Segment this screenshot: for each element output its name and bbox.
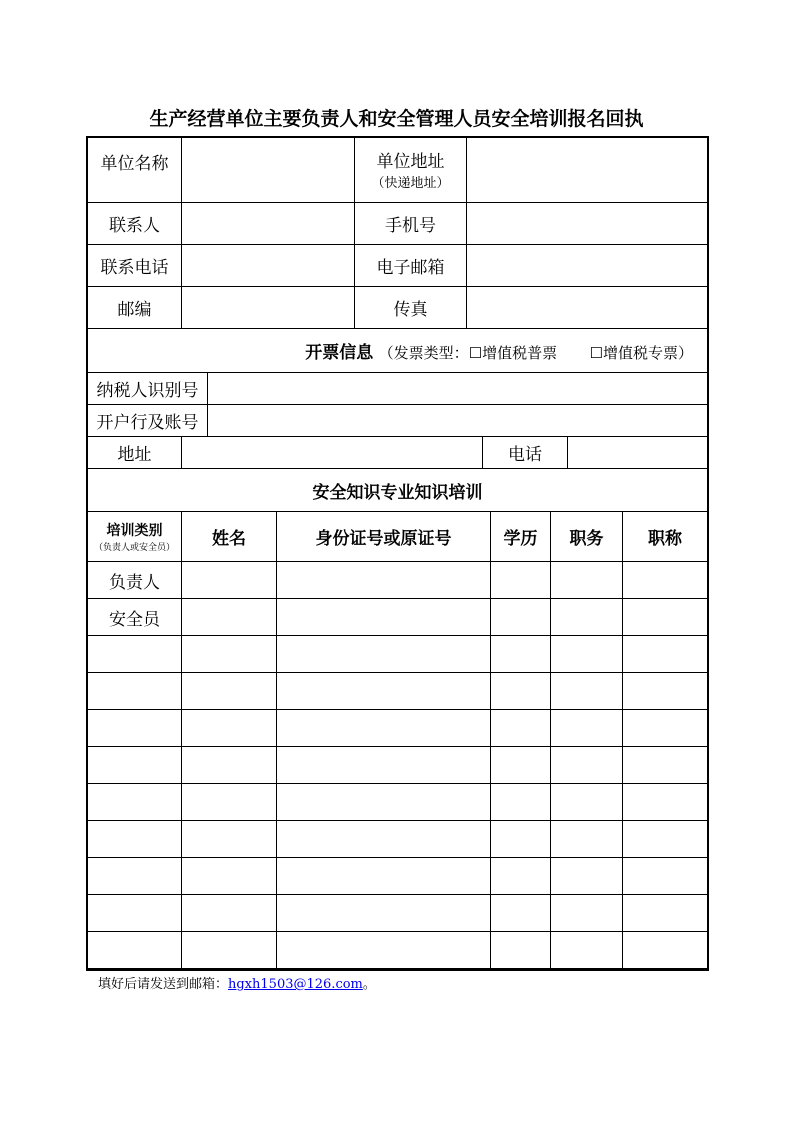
table-cell[interactable] xyxy=(623,710,708,747)
footer-text: 填好后请发送到邮箱： xyxy=(98,977,229,992)
fax-field[interactable] xyxy=(467,287,708,329)
table-cell[interactable] xyxy=(88,784,182,821)
table-cell[interactable] xyxy=(277,747,491,784)
table-cell[interactable] xyxy=(277,858,491,895)
table-cell[interactable] xyxy=(551,784,623,821)
table-cell[interactable] xyxy=(182,784,277,821)
table-cell[interactable] xyxy=(182,599,277,636)
table-cell[interactable] xyxy=(88,821,182,858)
label-fax: 传真 xyxy=(355,287,467,329)
table-cell[interactable] xyxy=(551,710,623,747)
table-row xyxy=(88,747,708,784)
table-cell[interactable] xyxy=(623,784,708,821)
table-row xyxy=(88,932,708,969)
address-note: （快递地址） xyxy=(371,176,450,191)
table-cell[interactable] xyxy=(623,932,708,969)
col-category-note: （负责人或安全员） xyxy=(93,543,175,553)
table-cell[interactable] xyxy=(491,673,551,710)
bank-field[interactable] xyxy=(208,405,708,437)
table-cell[interactable] xyxy=(491,636,551,673)
invoice-option-normal[interactable]: ☐增值税普票 xyxy=(468,344,558,362)
table-cell[interactable] xyxy=(277,562,491,599)
table-cell[interactable] xyxy=(182,747,277,784)
table-cell[interactable] xyxy=(277,599,491,636)
contact-field[interactable] xyxy=(182,203,355,245)
table-cell[interactable] xyxy=(277,932,491,969)
label-unit-address xyxy=(355,137,467,203)
table-row xyxy=(88,636,708,673)
table-cell[interactable] xyxy=(88,747,182,784)
invoice-address-field[interactable] xyxy=(182,437,483,469)
col-position: 职务 xyxy=(551,512,623,562)
table-cell[interactable] xyxy=(88,673,182,710)
table-cell[interactable] xyxy=(182,636,277,673)
table-cell[interactable] xyxy=(623,821,708,858)
table-row xyxy=(88,673,708,710)
table-cell[interactable] xyxy=(491,710,551,747)
table-cell[interactable] xyxy=(277,821,491,858)
footer-email-link[interactable]: hgxh1503@126.com xyxy=(228,977,363,992)
table-cell[interactable] xyxy=(623,747,708,784)
col-id: 身份证号或原证号 xyxy=(277,512,491,562)
table-cell[interactable] xyxy=(182,710,277,747)
col-education: 学历 xyxy=(491,512,551,562)
table-cell[interactable] xyxy=(88,895,182,932)
address-label: 单位地址 xyxy=(376,152,445,172)
table-cell[interactable] xyxy=(88,636,182,673)
table-cell[interactable] xyxy=(623,636,708,673)
table-cell[interactable] xyxy=(182,932,277,969)
mobile-field[interactable] xyxy=(467,203,708,245)
table-cell[interactable] xyxy=(551,858,623,895)
label-contact: 联系人 xyxy=(88,203,182,245)
table-cell[interactable] xyxy=(277,636,491,673)
training-heading: 安全知识专业知识培训 xyxy=(88,469,708,512)
label-mobile: 手机号 xyxy=(355,203,467,245)
table-cell[interactable] xyxy=(551,747,623,784)
label-invoice-address: 地址 xyxy=(88,437,182,469)
row-category: 安全员 xyxy=(88,599,182,636)
table-cell[interactable] xyxy=(182,895,277,932)
footer-note xyxy=(98,973,376,992)
label-phone: 联系电话 xyxy=(88,245,182,287)
label-tax-id: 纳税人识别号 xyxy=(88,373,208,405)
label-email: 电子邮箱 xyxy=(355,245,467,287)
invoice-type-label: （发票类型： xyxy=(378,344,469,362)
table-cell[interactable] xyxy=(551,562,623,599)
table-cell[interactable] xyxy=(623,562,708,599)
table-cell[interactable] xyxy=(88,932,182,969)
table-cell[interactable] xyxy=(551,636,623,673)
table-row xyxy=(88,599,708,636)
table-row xyxy=(88,562,708,599)
table-cell[interactable] xyxy=(551,932,623,969)
unit-info-table xyxy=(87,136,708,329)
invoice-heading: 开票信息 xyxy=(305,343,374,363)
table-cell[interactable] xyxy=(182,858,277,895)
label-bank: 开户行及账号 xyxy=(88,405,208,437)
label-postcode: 邮编 xyxy=(88,287,182,329)
table-cell[interactable] xyxy=(491,562,551,599)
tax-id-field[interactable] xyxy=(208,373,708,405)
table-cell[interactable] xyxy=(182,673,277,710)
table-row xyxy=(88,784,708,821)
col-name: 姓名 xyxy=(182,512,277,562)
table-row xyxy=(88,710,708,747)
table-cell[interactable] xyxy=(491,895,551,932)
postcode-field[interactable] xyxy=(182,287,355,329)
label-invoice-phone: 电话 xyxy=(483,437,568,469)
training-table xyxy=(87,468,708,969)
email-field[interactable] xyxy=(467,245,708,287)
table-cell[interactable] xyxy=(551,599,623,636)
table-cell[interactable] xyxy=(491,858,551,895)
table-cell[interactable] xyxy=(623,858,708,895)
table-cell[interactable] xyxy=(623,673,708,710)
table-cell[interactable] xyxy=(623,599,708,636)
unit-address-field[interactable] xyxy=(467,137,708,203)
footer-end: 。 xyxy=(362,977,376,992)
table-cell[interactable] xyxy=(491,747,551,784)
table-cell[interactable] xyxy=(623,895,708,932)
table-cell[interactable] xyxy=(277,895,491,932)
col-category xyxy=(88,512,182,562)
col-title: 职称 xyxy=(623,512,708,562)
table-cell[interactable] xyxy=(277,710,491,747)
table-cell[interactable] xyxy=(491,599,551,636)
table-cell[interactable] xyxy=(88,710,182,747)
table-cell[interactable] xyxy=(277,673,491,710)
invoice-phone-field[interactable] xyxy=(568,437,708,469)
row-category: 负责人 xyxy=(88,562,182,599)
table-cell[interactable] xyxy=(182,821,277,858)
table-cell[interactable] xyxy=(88,858,182,895)
table-row xyxy=(88,858,708,895)
table-cell[interactable] xyxy=(277,784,491,821)
table-cell[interactable] xyxy=(551,895,623,932)
table-cell[interactable] xyxy=(491,821,551,858)
table-cell[interactable] xyxy=(182,562,277,599)
label-unit-name: 单位名称 xyxy=(88,137,182,203)
phone-field[interactable] xyxy=(182,245,355,287)
invoice-option-special[interactable]: ☐增值税专票） xyxy=(589,344,694,362)
table-cell[interactable] xyxy=(551,673,623,710)
table-cell[interactable] xyxy=(491,932,551,969)
table-row xyxy=(88,895,708,932)
col-category-label: 培训类别 xyxy=(106,523,163,539)
unit-name-field[interactable] xyxy=(182,137,355,203)
invoice-table xyxy=(87,328,708,469)
table-cell[interactable] xyxy=(551,821,623,858)
table-cell[interactable] xyxy=(491,784,551,821)
table-row xyxy=(88,821,708,858)
page-title: 生产经营单位主要负责人和安全管理人员安全培训报名回执 xyxy=(149,108,644,130)
